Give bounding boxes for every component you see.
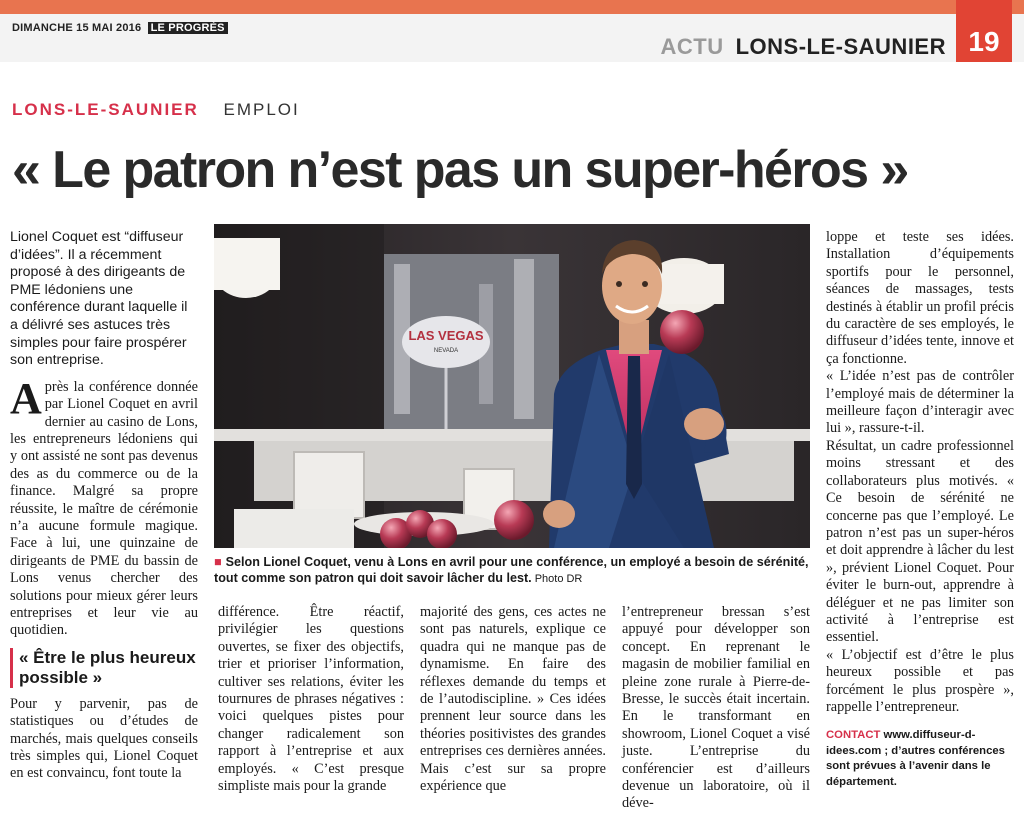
contact-text: www.diffuseur-d-idees.com ; d’autres conférences sont prévues à l’avenir dans le département. [826, 729, 1005, 788]
paragraph: « L’objectif est d’être le plus heureux possible et pas forcément le plus prospère », rappelle l’entrepreneur. [826, 646, 1014, 715]
article-photo [214, 224, 810, 548]
poster-las-vegas [384, 254, 559, 444]
photo-illustration [214, 224, 810, 548]
sign-text: LAS VEGAS [408, 328, 484, 343]
newspaper-logo: LE PROGRÈS [148, 22, 228, 34]
section-name: ACTU [660, 34, 724, 59]
section-city: LONS-LE-SAUNIER [735, 34, 946, 59]
kicker-rubric: EMPLOI [223, 100, 300, 119]
sign-subtext: NEVADA [433, 348, 459, 354]
drop-cap: A [10, 373, 42, 423]
paragraph: Résultat, un cadre professionnel moins stressant et des collaborateurs plus motivés. « Ce besoin de sérénité ne concerne pas que l’employé. Le patron n’est pas un super-héros et doit apprendre à lâcher du lest », prévient Lionel Coquet. Pour éviter le burn-out, apprendre à déléguer et ne pas limiter son activité à l’entreprise est essentiel. [826, 437, 1014, 646]
article-lead: Lionel Coquet est “diffuseur d’idées”. Il a récemment proposé à des dirigeants de PME lédoniens une conférence durant laquelle il a délivré ses astuces très simples pour faire prospérer son entreprise. [10, 229, 188, 369]
top-color-stripe [0, 0, 1024, 14]
kicker-city: LONS-LE-SAUNIER [12, 100, 199, 119]
paragraph [10, 373, 198, 640]
photo-caption [214, 554, 810, 587]
date-text: DIMANCHE 15 MAI 2016 [12, 22, 142, 34]
contact-label: CONTACT [826, 729, 881, 742]
photo-credit: Photo DR [534, 573, 583, 585]
article-column-4 [622, 604, 810, 813]
paragraph: différence. Être réactif, privilégier les questions ouvertes, se fixer des objectifs, trier et prioriser l’information, cultiver ses relations, éviter les tournures de phrases négatives : voici quelques pistes pour changer radicalement son rapport à l’entreprise et aux employés. « C’est presque simpliste mais pour la grande [218, 604, 404, 795]
intertitle: « Être le plus heureux possible » [10, 648, 198, 688]
paragraph: Pour y parvenir, pas de statistiques ou d’études de marchés, mais quelques conseils très simples qui, Lionel Coquet en est convaincu, font toute la [10, 695, 198, 782]
issue-date [12, 22, 228, 34]
article-headline: « Le patron n’est pas un super-héros » [12, 141, 908, 199]
paragraph: loppe et teste ses idées. Installation d’équipements sportifs pour le personnel, séances de massages, tests destinés à établir un profil précis du caractère de ses employés, le diffuseur d’idées tente, innove et ça fonctionne. [826, 229, 1014, 367]
paragraph-text: près la conférence donnée par Lionel Coquet en avril dernier au casino de Lons, les entrepreneurs lédoniens qui y ont assisté ne sont pas devenus des as du commerce ou de la finance. Malgré sa propre réussite, le maître de cérémonie n’a aucune formule magique. Face à lui, une quinzaine de dirigeants de PME du bassin de Lons venus chercher des solutions pour mieux gérer leurs entreprises et leur vie au quotidien. [10, 378, 198, 639]
paragraph: « L’idée n’est pas de contrôler l’employé mais de déterminer la meilleure façon d’interagir avec lui », rassure-t-il. [826, 368, 1014, 437]
paragraph: l’entrepreneur bressan s’est appuyé pour développer son concept. En reprenant le magasin de mobilier familial en pleine zone rurale à Pierre-de-Bresse, le succès était incertain. En le transformant en showroom, Lionel Coquet a visé juste. L’entreprise du conférencier est d’ailleurs devenue un laboratoire, où il déve- [622, 604, 810, 812]
page-number-badge: 19 [956, 0, 1012, 62]
article-column-2 [218, 604, 404, 795]
caption-text: Selon Lionel Coquet, venu à Lons en avril pour une conférence, un employé a besoin de sérénité, tout comme son patron qui doit savoir lâcher du lest. [214, 555, 809, 585]
section-label [661, 34, 947, 60]
paragraph: majorité des gens, ces actes ne sont pas naturels, explique ce quadra qui ne manque pas de dynamisme. En faire des réflexes demande du temps et de l’autodiscipline. » Ces idées prennent leur source dans les théories positivistes des grandes entreprises ces dernières années. Mais c’est sur sa propre expérience que [420, 604, 606, 795]
caption-square-icon: ■ [214, 555, 222, 569]
contact-info [826, 728, 1014, 790]
article-column-1 [10, 229, 198, 783]
article-column-3 [420, 604, 606, 795]
article-column-5 [826, 229, 1014, 790]
article-kicker [12, 100, 300, 120]
